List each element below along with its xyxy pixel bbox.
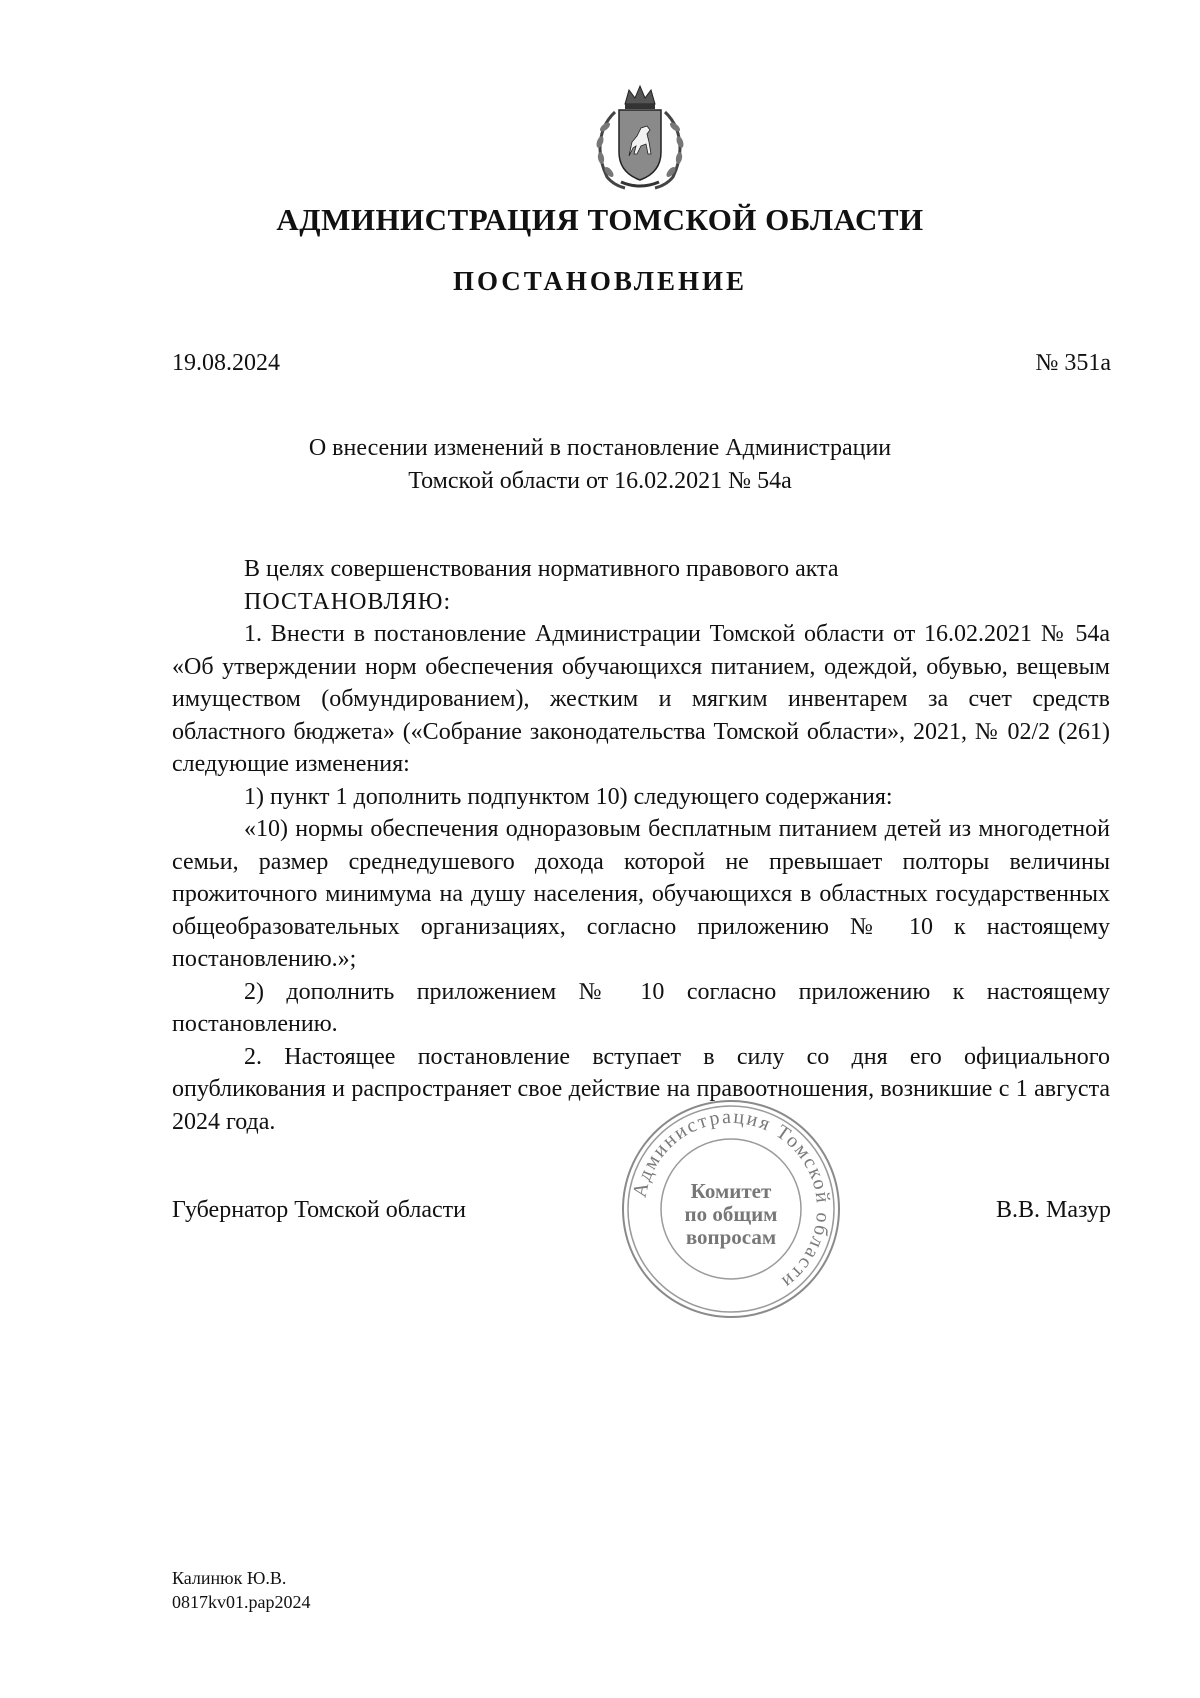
document-subject xyxy=(0,432,1200,498)
body-item-1-1: 1) пункт 1 дополнить подпунктом 10) следующего содержания: xyxy=(244,783,893,810)
body-item-1-1-quote: «10) нормы обеспечения одноразовым бесплатным питанием детей из многодетной семьи, размер среднедушевого дохода которой не превышает полторы величины прожиточного минимума на душу населения, обучающихся в областных государственных общеобразовательных организациях, согласно приложению № 10 к настоящему постановлению.»; xyxy=(172,816,1110,972)
document-number: № 351а xyxy=(1035,350,1111,376)
official-stamp xyxy=(620,1098,842,1320)
body-item-1-2: 2) дополнить приложением № 10 согласно приложению к настоящему постановлению. xyxy=(172,978,1110,1037)
subject-line-2: Томской области от 16.02.2021 № 54а xyxy=(408,468,792,494)
footer-file-id: 0817kv01.pap2024 xyxy=(172,1592,311,1612)
footer-author: Калинюк Ю.В. xyxy=(172,1568,287,1588)
body-intro: В целях совершенствования нормативного правового акта xyxy=(244,556,839,582)
stamp-ring-text: Администрация Томской области xyxy=(628,1105,835,1294)
stamp-center-line-3: вопросам xyxy=(685,1225,777,1249)
tomsk-region-coat-of-arms-icon xyxy=(585,82,695,194)
body-decree: ПОСТАНОВЛЯЮ: xyxy=(244,588,452,615)
document-body xyxy=(172,553,1110,1138)
signature-role: Губернатор Томской области xyxy=(172,1197,466,1223)
subject-line-1: О внесении изменений в постановление Администрации xyxy=(308,435,892,461)
document-date: 19.08.2024 xyxy=(172,350,280,376)
document-type: ПОСТАНОВЛЕНИЕ xyxy=(452,266,748,296)
body-item-2: 2. Настоящее постановление вступает в силу со дня его официального опубликования и распространяет свое действие на правоотношения, возникшие с 1 августа 2024 года. xyxy=(172,1043,1110,1135)
organization-title: АДМИНИСТРАЦИЯ ТОМСКОЙ ОБЛАСТИ xyxy=(276,202,924,237)
stamp-center-line-2: по общим xyxy=(684,1202,778,1226)
body-item-1: 1. Внести в постановление Администрации Томской области от 16.02.2021 № 54а «Об утверждении норм обеспечения обучающихся питанием, одеждой, обувью, вещевым имуществом (обмундированием), жестким и мягким инвентарем за счет средств областного бюджета» («Собрание законодательства Томской области», 2021, № 02/2 (261) следующие изменения: xyxy=(172,621,1110,777)
signature-name: В.В. Мазур xyxy=(996,1197,1111,1223)
stamp-center-line-1: Комитет xyxy=(690,1179,772,1203)
